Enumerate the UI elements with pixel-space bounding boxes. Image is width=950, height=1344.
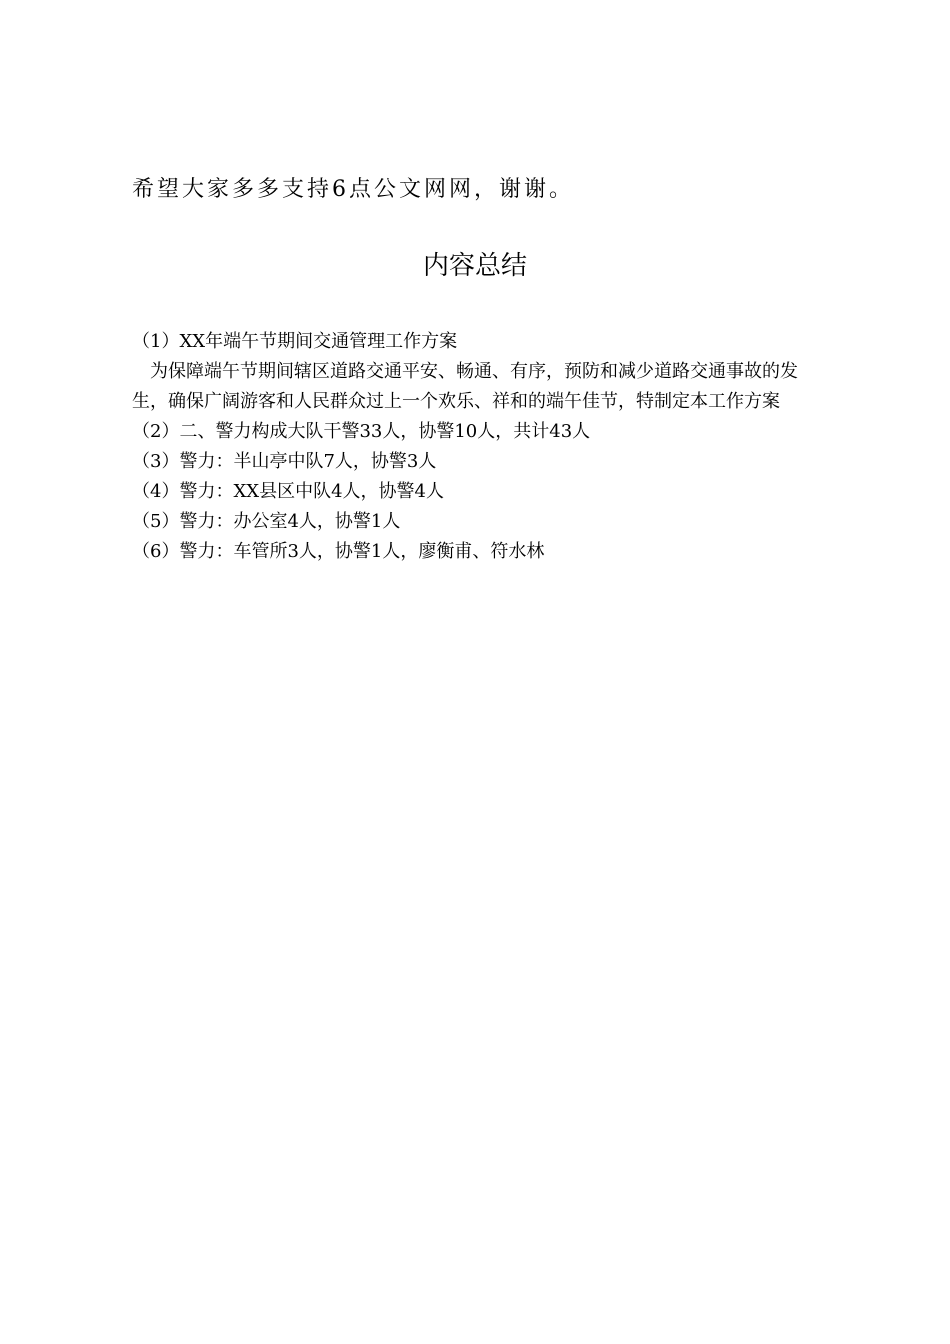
summary-paragraph: 为保障端午节期间辖区道路交通平安、畅通、有序，预防和减少道路交通事故的发生，确保广阔游客和人民群众过上一个欢乐、祥和的端午佳节，特制定本工作方案 [132, 361, 798, 412]
summary-title: 内容总结 [422, 251, 527, 281]
summary-item-4: （4）警力：XX县区中队4人，协警4人 [132, 481, 444, 502]
summary-body [132, 327, 822, 567]
summary-item-5: （5）警力：办公室4人，协警1人 [132, 511, 401, 532]
summary-item-2: （2）二、警力构成大队干警33人，协警10人，共计43人 [132, 421, 591, 442]
summary-item-3: （3）警力：半山亭中队7人，协警3人 [132, 451, 437, 472]
summary-item-1: （1）XX年端午节期间交通管理工作方案 [132, 331, 458, 352]
support-message: 希望大家多多支持6点公文网网，谢谢。 [132, 177, 574, 202]
summary-item-6: （6）警力：车管所3人，协警1人，廖衡甫、符水林 [132, 541, 545, 562]
